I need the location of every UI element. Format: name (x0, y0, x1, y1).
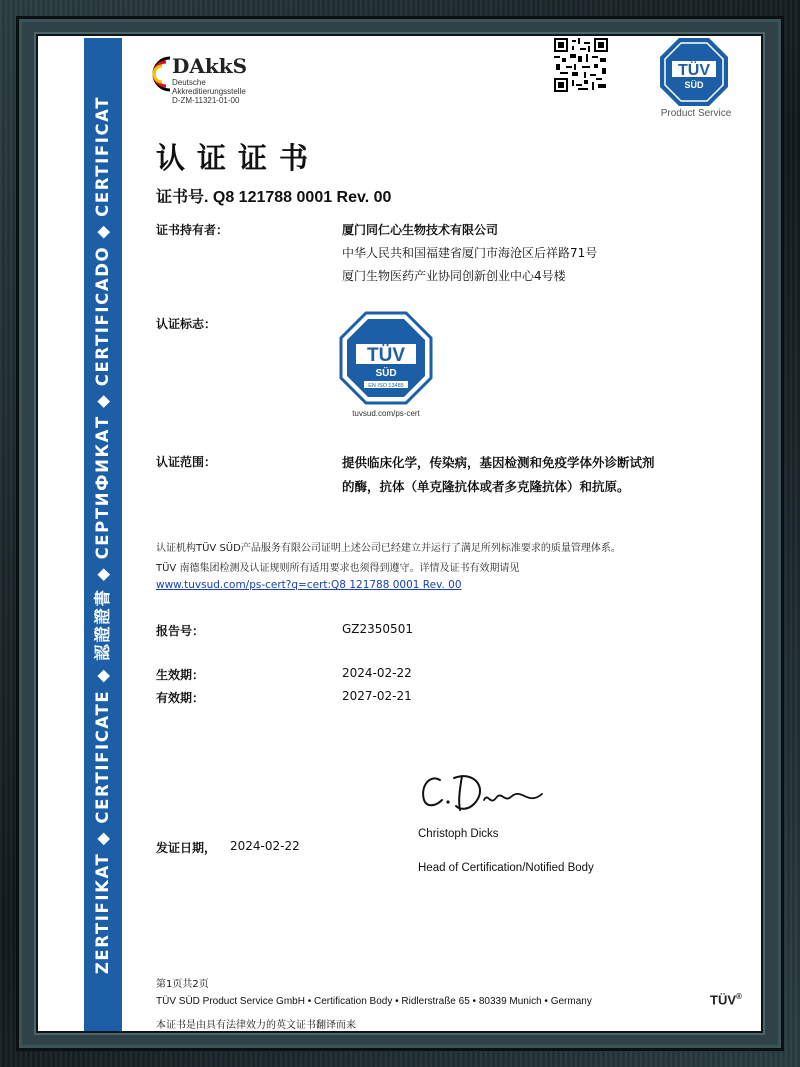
tuv-certification-mark-icon (338, 310, 434, 420)
signer-name: Christoph Dicks (418, 828, 499, 840)
footer-tuv-text: TÜV (710, 992, 736, 1008)
holder-address-line1: 中华人民共和国福建省厦门市海沧区后祥路71号 (342, 246, 598, 260)
statement-line2: TÜV 南德集团检测及认证规则所有适用要求也须得到遵守。详情及证书有效期请见 (156, 563, 520, 574)
expiry-label: 有效期： (156, 691, 205, 705)
side-band (84, 38, 122, 1031)
qr-code-icon[interactable] (554, 38, 608, 92)
statement-line1: 认证机构TÜV SÜD产品服务有限公司证明上述公司已经建立并运行了满足所列标准要求的质量管理体系。 (156, 543, 621, 554)
scope-line1: 提供临床化学，传染病，基因检测和免疫学体外诊断试剂 (342, 455, 655, 470)
signer-title: Head of Certification/Notified Body (418, 862, 594, 874)
holder-label: 证书持有者： (156, 223, 229, 237)
effective-value: 2024-02-22 (342, 666, 412, 680)
effective-label: 生效期： (156, 668, 205, 682)
scope-label: 认证范围： (156, 455, 217, 469)
footer-address: TÜV SÜD Product Service GmbH • Certification Body • Ridlerstraße 65 • 80339 Munich • Germany (156, 996, 592, 1007)
issue-date-label: 发证日期， (156, 841, 217, 855)
page-number: 第1页共2页 (156, 979, 209, 990)
tuv-logo-sub-text: SÜD (684, 80, 704, 90)
issue-date-value: 2024-02-22 (230, 839, 300, 853)
mark-label: 认证标志： (156, 317, 217, 331)
dakks-logo-text: DAkkS (172, 54, 248, 78)
dakks-line1: Deutsche (172, 78, 206, 87)
dakks-subtitle (172, 78, 246, 105)
mark-logo-sub-text: SÜD (375, 368, 397, 379)
side-band-text: ZERTIFIKAT ◆ CERTIFICATE ◆ 認證證書 ◆ СЕРТИФИКАТ ◆ CERTIFICADO ◆ CERTIFICAT (93, 95, 112, 974)
expiry-value: 2027-02-21 (342, 689, 412, 703)
certificate-number: 证书号. Q8 121788 0001 Rev. 00 (156, 189, 392, 206)
footer-tuv-mark (710, 992, 742, 1007)
report-label: 报告号： (156, 624, 205, 638)
mark-logo-std-text: EN ISO 13485 (368, 383, 404, 389)
product-service-label: Product Service (660, 108, 732, 119)
holder-address-line2: 厦门生物医药产业协同创新创业中心4号楼 (342, 269, 566, 283)
dakks-line2: Akkreditierungsstelle (172, 87, 246, 96)
certificate-verify-link[interactable]: www.tuvsud.com/ps-cert?q=cert:Q8 121788 0001 Rev. 00 (156, 579, 462, 591)
holder-name: 厦门同仁心生物技术有限公司 (342, 223, 499, 237)
footer-translation-note: 本证书是由具有法律效力的英文证书翻译而来 (156, 1020, 356, 1031)
page-title: 认证证书 (156, 141, 321, 175)
signature-image (418, 766, 548, 820)
dakks-line3: D-ZM-11321-01-00 (172, 96, 240, 105)
dakks-logo (152, 40, 292, 106)
mark-logo-url-text: tuvsud.com/ps-cert (352, 409, 420, 418)
scope-line2: 的酶，抗体（单克隆抗体或者多克隆抗体）和抗原。 (342, 479, 630, 494)
tuv-sud-logo-icon (658, 36, 730, 108)
certificate-paper (38, 36, 761, 1031)
report-value: GZ2350501 (342, 622, 413, 636)
tuv-logo-main-text: TÜV (678, 62, 710, 79)
registered-mark: ® (736, 992, 742, 1001)
mark-logo-main-text: TÜV (367, 345, 405, 366)
